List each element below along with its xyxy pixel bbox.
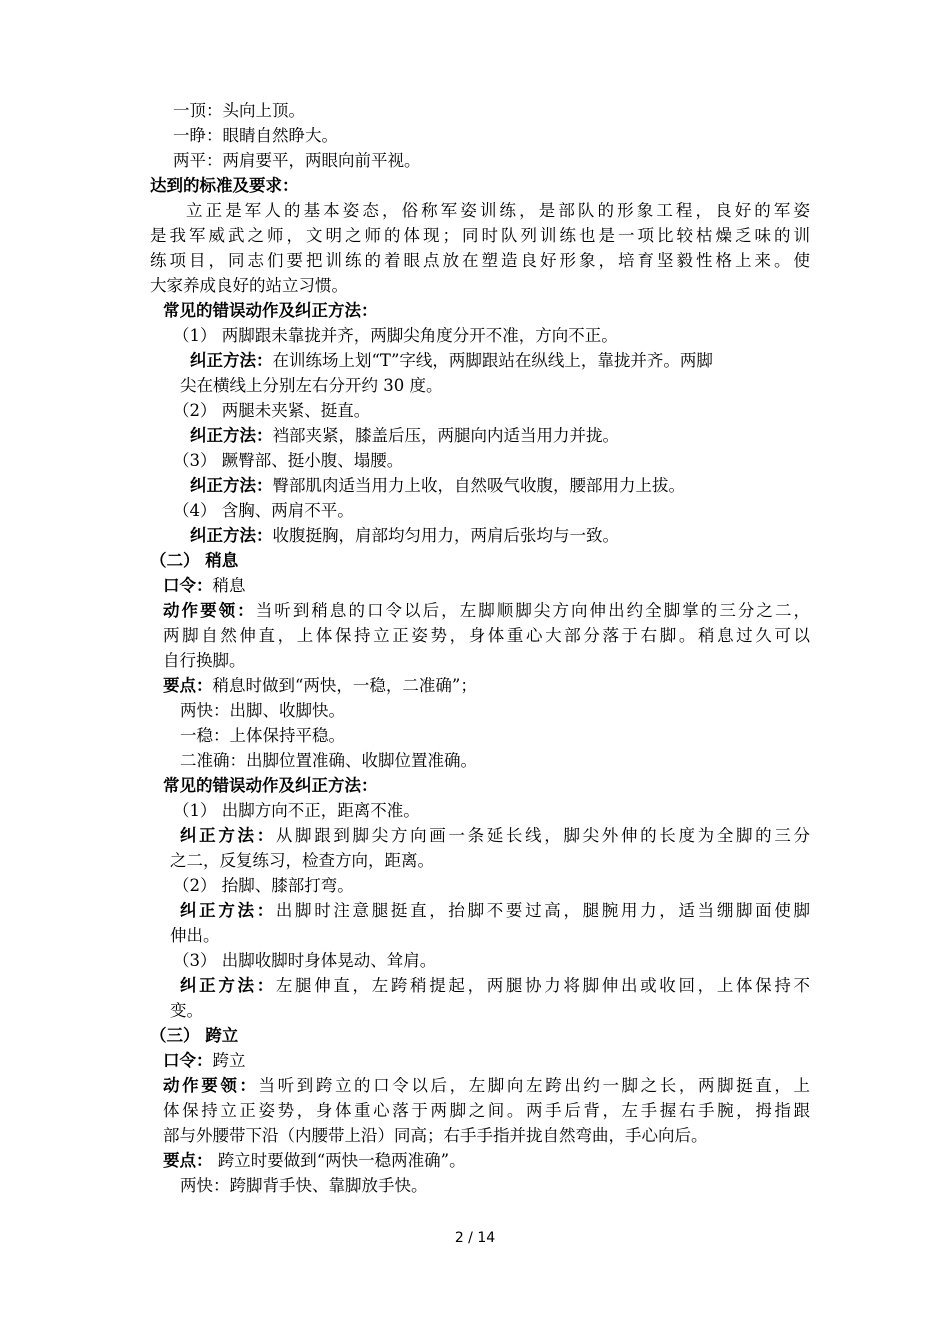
section-heading: （二） 稍息 [150,551,239,570]
paragraph-line: 大家养成良好的站立习惯。 [150,276,348,295]
command-label: 口令： [163,1051,213,1070]
correction-label: 纠正方法： [190,476,273,495]
action-label: 动作要领： [163,1076,259,1095]
command-line: 口令：稍息 [163,576,246,595]
action-label: 动作要领： [163,601,256,620]
correction-label: 纠正方法： [180,826,276,845]
error-item: （2） 两腿未夹紧、挺直。 [173,401,371,420]
action-line: 体保持立正姿势，身体重心落于两脚之间。两手后背，左手握右手腕，拇指跟 [163,1101,810,1120]
correction-line: 纠正方法：出脚时注意腿挺直，抬脚不要过高，腿腕用力，适当绷脚面使脚 [180,901,810,920]
section-heading: 常见的错误动作及纠正方法： [163,776,378,795]
paragraph-line: 立正是军人的基本姿态，俗称军姿训练，是部队的形象工程，良好的军姿 [186,201,810,220]
action-line: 自行换脚。 [163,651,246,670]
correction-line: 变。 [170,1001,203,1020]
correction-line: 尖在横线上分别左右分开约 30 度。 [180,376,443,395]
error-item: （2） 抬脚、膝部打弯。 [173,876,354,895]
correction-line: 纠正方法：裆部夹紧，膝盖后压，两腿向内适当用力并拢。 [190,426,619,445]
error-item: （3） 蹶臀部、挺小腹、塌腰。 [173,451,404,470]
correction-line: 之二，反复练习，检查方向，距离。 [170,851,434,870]
text-line: 一顶：头向上顶。 [173,101,305,120]
key-item: 两快：跨脚背手快、靠脚放手快。 [180,1176,428,1195]
key-point-line: 要点： 跨立时要做到“两快一稳两准确”。 [163,1151,466,1170]
correction-line: 纠正方法：臀部肌肉适当用力上收，自然吸气收腹，腰部用力上拔。 [190,476,685,495]
text-line: 两平：两肩要平，两眼向前平视。 [173,151,421,170]
key-label: 要点： [163,676,213,695]
action-line: 部与外腰带下沿（内腰带上沿）同高；右手手指并拢自然弯曲，手心向后。 [163,1126,708,1145]
action-line: 两脚自然伸直，上体保持立正姿势，身体重心大部分落于右脚。稍息过久可以 [163,626,810,645]
page-number: 2 / 14 [454,1230,496,1246]
correction-line: 伸出。 [170,926,220,945]
key-item: 一稳：上体保持平稳。 [180,726,345,745]
action-line: 动作要领：当听到跨立的口令以后，左脚向左跨出约一脚之长，两脚挺直，上 [163,1076,811,1095]
correction-line: 纠正方法：收腹挺胸，肩部均匀用力，两肩后张均与一致。 [190,526,619,545]
key-item: 两快：出脚、收脚快。 [180,701,345,720]
key-item: 二准确：出脚位置准确、收脚位置准确。 [180,751,477,770]
correction-line: 纠正方法：从脚跟到脚尖方向画一条延长线，脚尖外伸的长度为全脚的三分 [180,826,810,845]
correction-label: 纠正方法： [190,526,273,545]
correction-label: 纠正方法： [180,901,276,920]
correction-label: 纠正方法： [190,351,273,370]
correction-label: 纠正方法： [180,976,276,995]
correction-line: 纠正方法：在训练场上划“T”字线，两脚跟站在纵线上，靠拢并齐。两脚 [190,351,713,370]
command-label: 口令： [163,576,213,595]
key-point-line: 要点：稍息时做到“两快，一稳，二准确”； [163,676,477,695]
paragraph-line: 是我军威武之师，文明之师的体现；同时队列训练也是一项比较枯燥乏味的训 [150,226,810,245]
error-item: （4） 含胸、两肩不平。 [173,501,354,520]
key-label: 要点： [163,1151,213,1170]
correction-label: 纠正方法： [190,426,273,445]
paragraph-line: 练项目，同志们要把训练的着眼点放在塑造良好形象，培育坚毅性格上来。使 [150,251,810,270]
text-line: 一睁：眼睛自然睁大。 [173,126,338,145]
error-item: （1） 出脚方向不正，距离不准。 [173,801,420,820]
error-item: （1） 两脚跟未靠拢并齐，两脚尖角度分开不准，方向不正。 [173,326,618,345]
section-heading: （三） 跨立 [150,1026,239,1045]
section-heading: 常见的错误动作及纠正方法： [163,301,378,320]
command-line: 口令：跨立 [163,1051,246,1070]
error-item: （3） 出脚收脚时身体晃动、耸肩。 [173,951,437,970]
correction-line: 纠正方法：左腿伸直，左跨稍提起，两腿协力将脚伸出或收回，上体保持不 [180,976,810,995]
section-heading: 达到的标准及要求： [150,176,299,195]
action-line: 动作要领：当听到稍息的口令以后，左脚顺脚尖方向伸出约全脚掌的三分之二， [163,601,811,620]
